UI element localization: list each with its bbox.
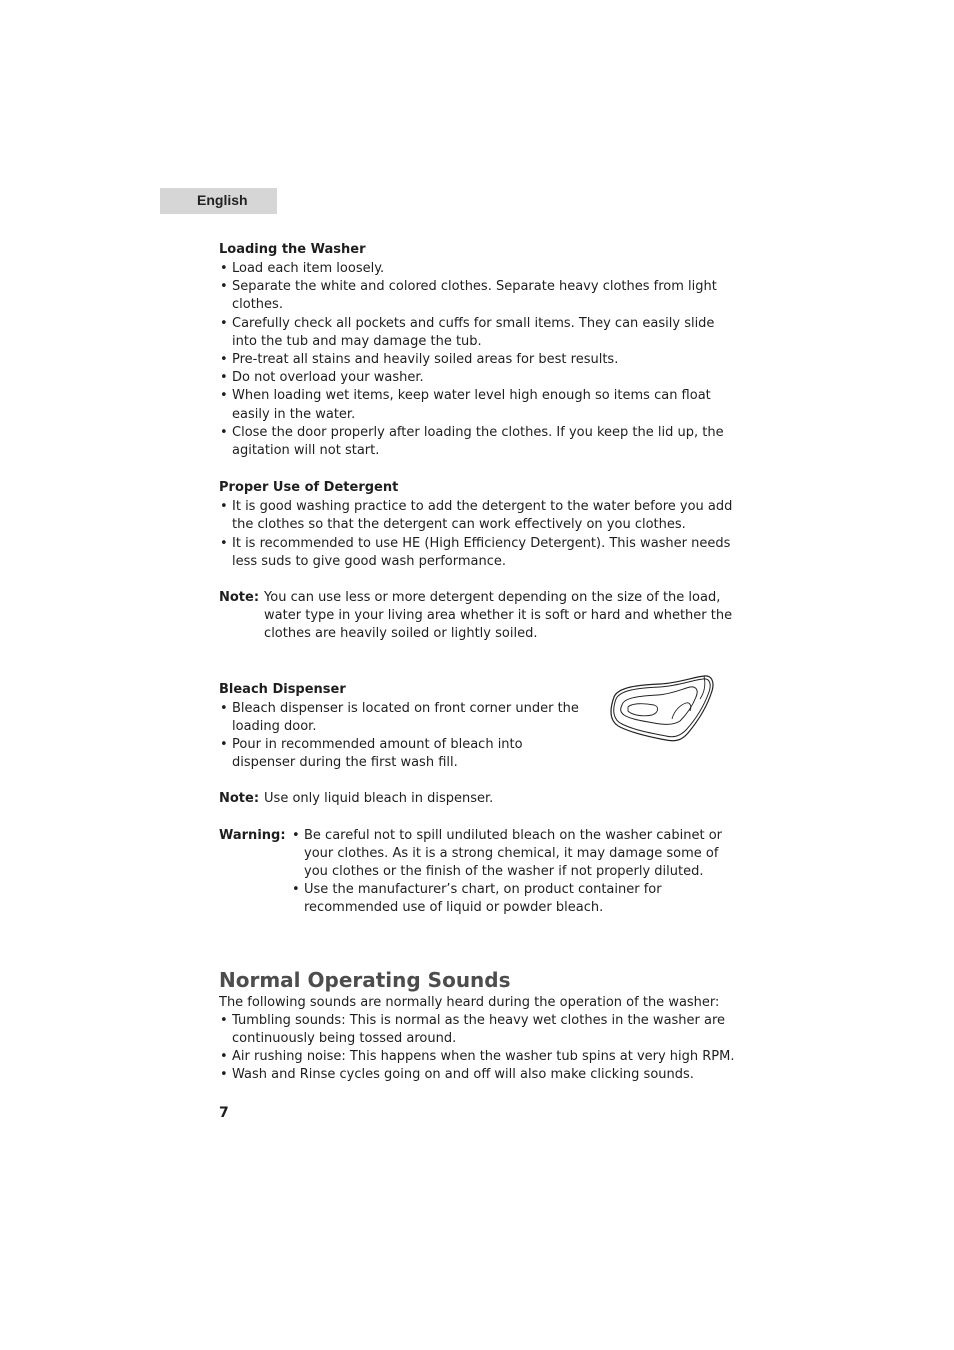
list-item: • Wash and Rinse cycles going on and off will also make clicking sounds. (219, 1066, 739, 1084)
bleach-note (219, 790, 739, 808)
language-tab: English (160, 188, 277, 214)
warning-list (291, 827, 739, 918)
bleach-list (219, 700, 581, 773)
bleach-warning (219, 827, 739, 918)
list-item: • When loading wet items, keep water level high enough so items can float easily in the water. (219, 387, 739, 423)
list-item: • Pre-treat all stains and heavily soiled areas for best results. (219, 351, 739, 369)
note-label: Note: (219, 791, 260, 807)
detergent-title: Proper Use of Detergent (219, 480, 399, 496)
list-item: • Pour in recommended amount of bleach into dispenser during the first wash fill. (219, 736, 581, 772)
list-item: • Tumbling sounds: This is normal as the heavy wet clothes in the washer are continuously being tossed around. (219, 1012, 739, 1048)
sounds-list (219, 1012, 739, 1085)
list-item: • Separate the white and colored clothes. Separate heavy clothes from light clothes. (219, 278, 739, 314)
list-item: • Air rushing noise: This happens when the washer tub spins at very high RPM. (219, 1048, 739, 1066)
loading-section (219, 240, 739, 460)
list-item: • Carefully check all pockets and cuffs for small items. They can easily slide into the tub and may damage the tub. (219, 315, 739, 351)
warning-label: Warning: (219, 827, 286, 843)
manual-content (219, 240, 739, 1085)
list-item: • Use the manufacturer’s chart, on product container for recommended use of liquid or powder bleach. (291, 881, 739, 917)
note-text: Use only liquid bleach in dispenser. (264, 791, 494, 807)
list-item: • Close the door properly after loading the clothes. If you keep the lid up, the agitation will not start. (219, 424, 739, 460)
list-item: • Bleach dispenser is located on front corner under the loading door. (219, 700, 581, 736)
detergent-section (219, 478, 739, 643)
bleach-title: Bleach Dispenser (219, 681, 346, 697)
detergent-list (219, 498, 739, 571)
loading-title: Loading the Washer (219, 242, 366, 257)
note-text: You can use less or more detergent depending on the size of the load, water type in your living area whether it is soft or hard and whether the clothes are heavily soiled or lightly soiled. (264, 590, 733, 642)
sounds-title: Normal Operating Sounds (219, 967, 511, 992)
loading-list (219, 260, 739, 460)
sounds-section (219, 967, 739, 1085)
list-item: • Be careful not to spill undiluted bleach on the washer cabinet or your clothes. As it is a strong chemical, it may damage some of you clothes or the finish of the washer if not properly diluted. (291, 827, 739, 882)
note-label: Note: (219, 590, 260, 606)
page-number: 7 (219, 1105, 229, 1121)
bleach-dispenser-illustration (608, 675, 714, 747)
list-item: • It is good washing practice to add the detergent to the water before you add the clothes so that the detergent can work effectively on you clothes. (219, 498, 739, 534)
list-item: • Load each item loosely. (219, 260, 739, 278)
bleach-section (219, 680, 739, 918)
list-item: • It is recommended to use HE (High Efficiency Detergent). This washer needs less suds to give good wash performance. (219, 535, 739, 571)
detergent-note (219, 589, 739, 644)
sounds-intro: The following sounds are normally heard during the operation of the washer: (219, 994, 720, 1010)
list-item: • Do not overload your washer. (219, 369, 739, 387)
